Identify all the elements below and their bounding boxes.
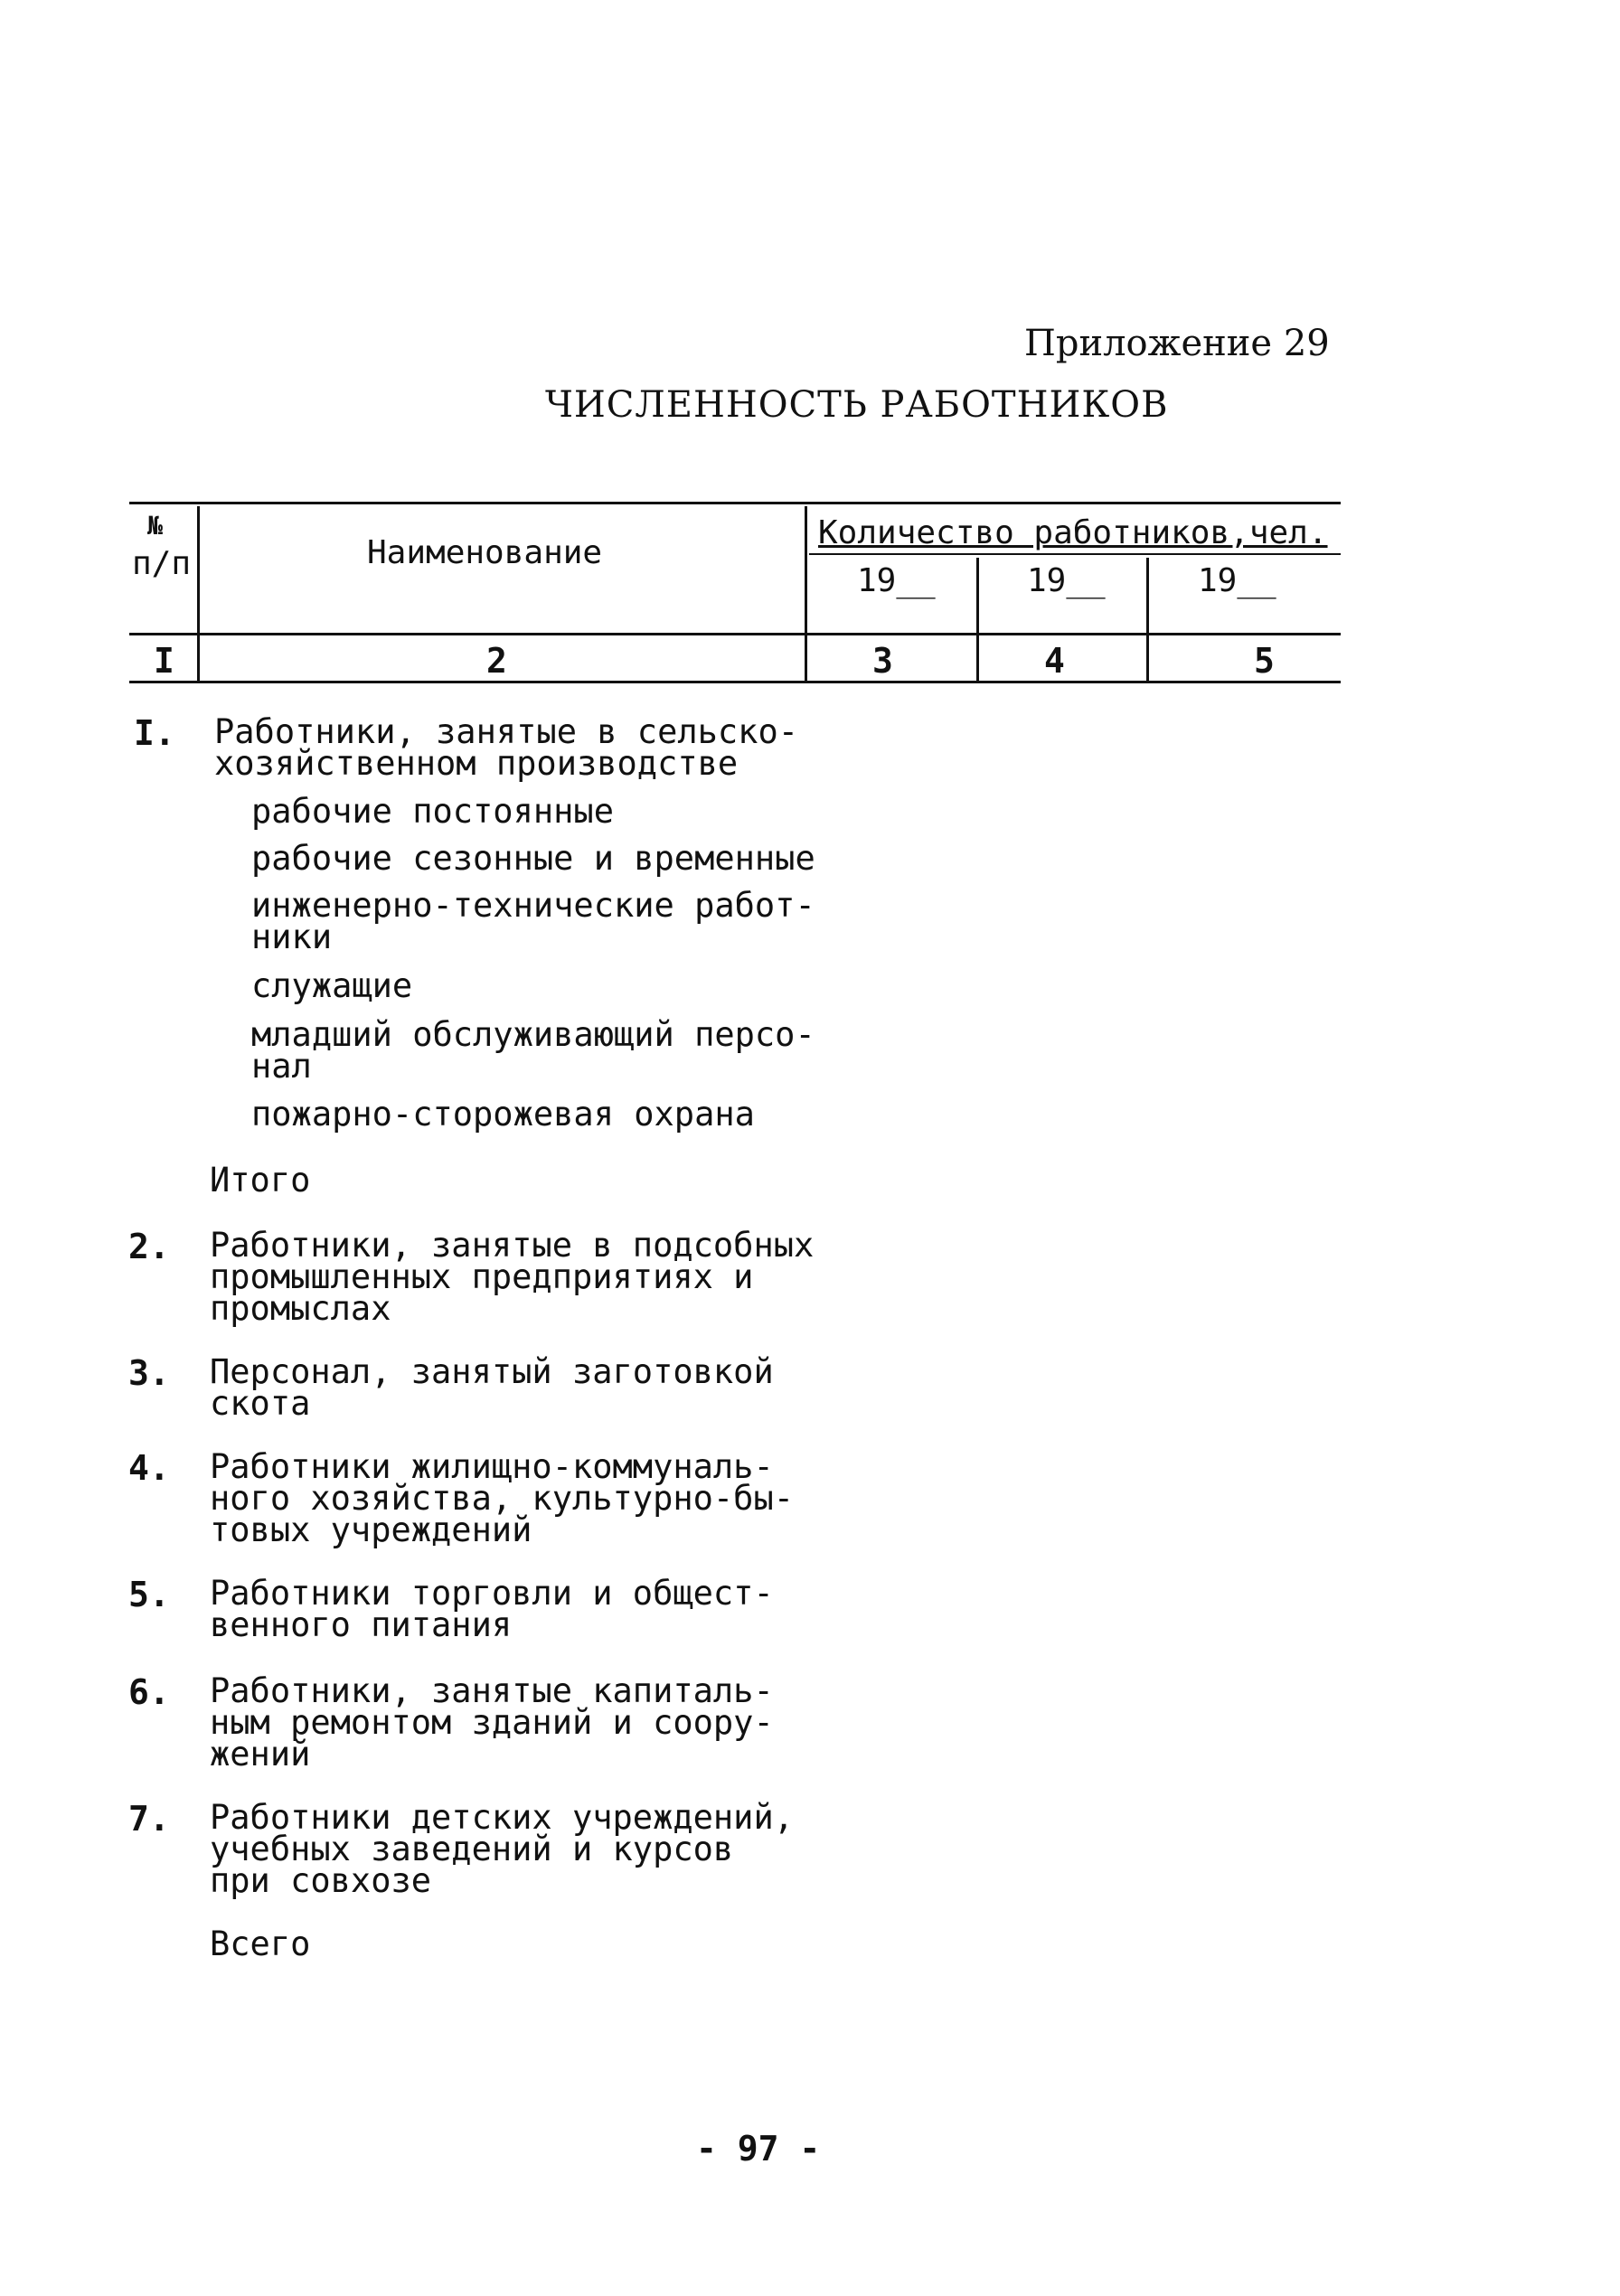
col-index-5: 5 — [1254, 641, 1275, 681]
table-top-rule — [129, 502, 1341, 504]
item-number: 5. — [128, 1575, 170, 1614]
item-label: Работники торговли и общест- венного питания — [210, 1574, 774, 1644]
item-label: Работники, занятые в подсобных промышленных предприятиях и промыслах — [210, 1226, 815, 1328]
col-count-group-label: Количество работников,чел. — [818, 514, 1328, 551]
col-index-1: I — [154, 641, 174, 681]
item-label: Работники детских учреждений, учебных заведений и курсов при совхозе — [210, 1798, 795, 1900]
col-name-label: Наименование — [367, 534, 603, 571]
col-index-4: 4 — [1044, 641, 1065, 681]
grand-total-label: Всего — [210, 1924, 311, 1963]
subitem: инженерно-технические работ- ники — [251, 886, 815, 956]
year-1-label: 19__ — [857, 562, 936, 599]
table-mid-rule — [129, 633, 1341, 635]
year-3-label: 19__ — [1198, 562, 1276, 599]
item-label: Работники, занятые в сельско- хозяйственном производстве — [214, 712, 799, 783]
subitem: рабочие постоянные — [251, 792, 614, 831]
col-num-label-top: № — [147, 511, 163, 541]
item-number: 4. — [128, 1448, 170, 1488]
item-number: 3. — [128, 1353, 170, 1393]
page-number: - 97 - — [696, 2129, 821, 2169]
subitem: пожарно-сторожевая охрана — [251, 1095, 755, 1134]
col-num-label-bottom: п/п — [132, 545, 192, 582]
subitem: младший обслуживающий персо- нал — [251, 1015, 815, 1086]
item-number: 6. — [128, 1672, 170, 1712]
table-vline-4 — [1146, 558, 1149, 681]
total-label: Итого — [210, 1161, 311, 1200]
table-vline-2 — [805, 506, 807, 681]
item-number: 2. — [128, 1227, 170, 1266]
subitem: рабочие сезонные и временные — [251, 839, 815, 878]
table-count-rule — [809, 553, 1341, 555]
item-number: 7. — [128, 1799, 170, 1839]
year-2-label: 19__ — [1027, 562, 1106, 599]
subitem: служащие — [251, 966, 413, 1005]
item-label: Работники жилищно-коммуналь- ного хозяйства, культурно-бы- товых учреждений — [210, 1447, 795, 1549]
appendix-label: Приложение 29 — [1024, 323, 1330, 364]
document-title: ЧИСЛЕННОСТЬ РАБОТНИКОВ — [545, 384, 1169, 426]
table-bottom-rule — [129, 681, 1341, 683]
col-index-2: 2 — [486, 641, 507, 681]
item-number: I. — [134, 713, 175, 753]
col-index-3: 3 — [872, 641, 893, 681]
item-label: Работники, занятые капиталь- ным ремонтом зданий и соору- жений — [210, 1671, 774, 1774]
table-vline-3 — [976, 558, 979, 681]
table-vline-1 — [197, 506, 200, 681]
item-label: Персонал, занятый заготовкой скота — [210, 1352, 774, 1423]
